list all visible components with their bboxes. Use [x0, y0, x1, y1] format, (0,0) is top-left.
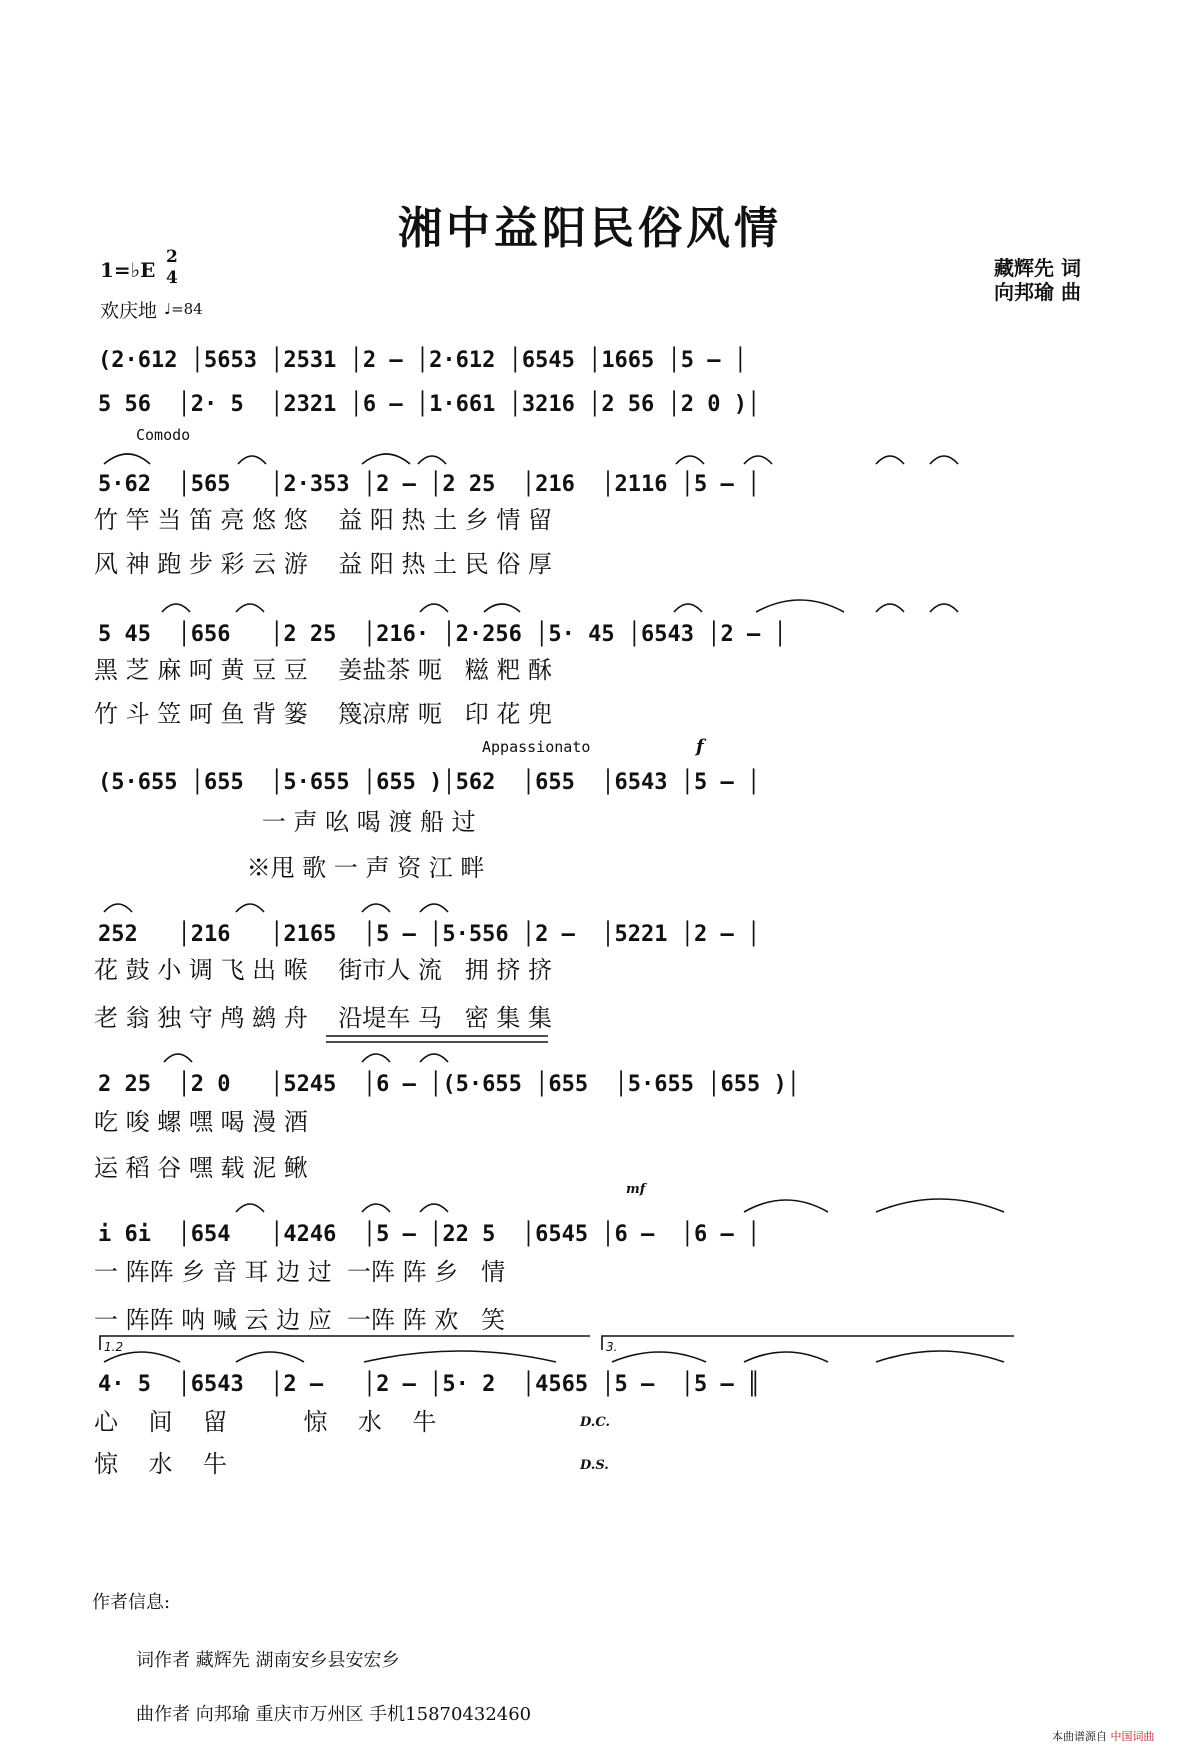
time-signature-bottom: 4	[166, 268, 178, 288]
slur	[236, 1204, 264, 1212]
slur	[236, 1352, 304, 1362]
lyrics-row-4-verse-2: 竹 斗 笠 呵 鱼 背 篓 篾凉席 呃 印 花 兜	[94, 700, 553, 728]
slur	[362, 1054, 390, 1062]
notation-row-4: 5 45 │656 │2 25 │216· │2·256 │5· 45 │6543 │2 – │	[98, 622, 787, 647]
comodo-mark: Comodo	[136, 426, 191, 444]
slur	[420, 1204, 448, 1212]
slur	[876, 1351, 1004, 1362]
slur	[876, 1199, 1004, 1212]
slur	[744, 456, 772, 464]
dc-mark: D.C.	[580, 1415, 610, 1430]
slur	[162, 604, 190, 612]
lyrics-row-9-verse-1: 心 间 留 惊 水 牛	[94, 1408, 437, 1436]
lyric-underline	[326, 1036, 548, 1042]
volta-2-label: 3.	[606, 1340, 618, 1354]
volta-1-label: 1.2	[104, 1340, 124, 1354]
slur	[418, 456, 446, 464]
volta-1-bracket	[100, 1336, 590, 1350]
ds-mark: D.S.	[580, 1458, 609, 1473]
slur	[420, 604, 448, 612]
slur	[930, 604, 958, 612]
notation-row-7: 2 25 │2 0 │5245 │6 – │(5·655 │655 │5·655 │655 )│	[98, 1072, 800, 1097]
notation-row-3: 5·62 │565 │2·353 │2 – │2 25 │216 │2116 │5 – │	[98, 472, 761, 497]
slur	[236, 904, 264, 912]
slur	[484, 604, 520, 612]
slur	[612, 1352, 706, 1362]
slur	[104, 904, 132, 912]
slur	[876, 604, 904, 612]
slur	[104, 454, 150, 464]
source-footer	[1052, 1728, 1155, 1744]
volta-2-bracket	[602, 1336, 1014, 1350]
forte-mark: f	[696, 736, 704, 757]
lyrics-row-3-verse-1: 竹 竿 当 笛 亮 悠 悠 益 阳 热 土 乡 情 留	[94, 506, 553, 534]
lyrics-row-6-verse-2: 老 翁 独 守 鸬 鹚 舟 沿堤车 马 密 集 集	[94, 1004, 553, 1032]
lyrics-row-7-verse-1: 吃 唆 螺 嘿 喝 漫 酒	[94, 1108, 308, 1136]
lyrics-row-5-verse-1: 一 声 吆 喝 渡 船 过	[94, 808, 476, 836]
lyrics-row-6-verse-1: 花 鼓 小 调 飞 出 喉 街市人 流 拥 挤 挤	[94, 956, 553, 984]
time-signature-top: 2	[166, 247, 178, 267]
tempo-bpm: ♩=84	[164, 300, 203, 318]
lyrics-row-4-verse-1: 黑 芝 麻 呵 黄 豆 豆 姜盐茶 呃 糍 粑 酥	[94, 656, 553, 684]
source-label: 本曲谱源自	[1052, 1730, 1107, 1743]
song-title: 湘中益阳民俗风情	[398, 203, 782, 254]
source-site: 中国词曲	[1110, 1730, 1155, 1743]
slur	[104, 1352, 180, 1362]
notation-row-6: 252 │216 │2165 │5 – │5·556 │2 – │5221 │2 – │	[98, 922, 761, 947]
lyrics-row-5-verse-2: ※甩 歌 一 声 资 江 畔	[94, 854, 485, 882]
composer-info: 曲作者 向邦瑜 重庆市万州区 手机15870432460	[136, 1704, 532, 1725]
slur	[930, 456, 958, 464]
slur	[676, 456, 704, 464]
notation-row-9: 4· 5 │6543 │2 – │2 – │5· 2 │4565 │5 – │5 – ║	[98, 1372, 761, 1397]
notation-row-8: i 6i │654 │4246 │5 – │22 5 │6545 │6 – │6 – │	[98, 1222, 761, 1247]
slur	[420, 904, 448, 912]
lyricist-credit: 藏辉先 词	[994, 256, 1081, 280]
slur	[362, 904, 390, 912]
notation-row-5: (5·655 │655 │5·655 │655 )│562 │655 │6543 │5 – │	[98, 770, 761, 795]
notation-row-1: (2·612 │5653 │2531 │2 – │2·612 │6545 │1665 │5 – │	[98, 348, 748, 373]
lyricist-info: 词作者 藏辉先 湖南安乡县安宏乡	[136, 1650, 400, 1671]
tempo-mood: 欢庆地	[100, 300, 158, 322]
lyrics-row-7-verse-2: 运 稻 谷 嘿 载 泥 鳅	[94, 1154, 308, 1182]
slur	[362, 454, 410, 464]
slur	[164, 1054, 192, 1062]
slur	[362, 1204, 390, 1212]
mf-mark: mf	[626, 1182, 646, 1197]
lyrics-row-9-verse-2: 惊 水 牛	[94, 1450, 228, 1478]
slur	[364, 1351, 556, 1362]
slur	[420, 1054, 448, 1062]
slur	[236, 604, 264, 612]
lyrics-row-8-verse-1: 一 阵阵 乡 音 耳 边 过 一阵 阵 乡 情	[94, 1258, 506, 1286]
slur	[756, 600, 844, 612]
appassionato-mark: Appassionato	[482, 738, 591, 756]
slur	[744, 1352, 828, 1362]
author-info-heading: 作者信息:	[92, 1592, 171, 1613]
slur	[876, 456, 904, 464]
notation-row-2: 5 56 │2· 5 │2321 │6 – │1·661 │3216 │2 56 │2 0 )│	[98, 392, 761, 417]
lyrics-row-8-verse-2: 一 阵阵 呐 喊 云 边 应 一阵 阵 欢 笑	[94, 1306, 506, 1334]
key-signature: 1=♭E	[100, 258, 156, 282]
slur	[744, 1200, 828, 1212]
composer-credit: 向邦瑜 曲	[994, 280, 1081, 304]
slur	[674, 604, 702, 612]
slur	[238, 456, 266, 464]
lyrics-row-3-verse-2: 风 神 跑 步 彩 云 游 益 阳 热 土 民 俗 厚	[94, 550, 553, 578]
